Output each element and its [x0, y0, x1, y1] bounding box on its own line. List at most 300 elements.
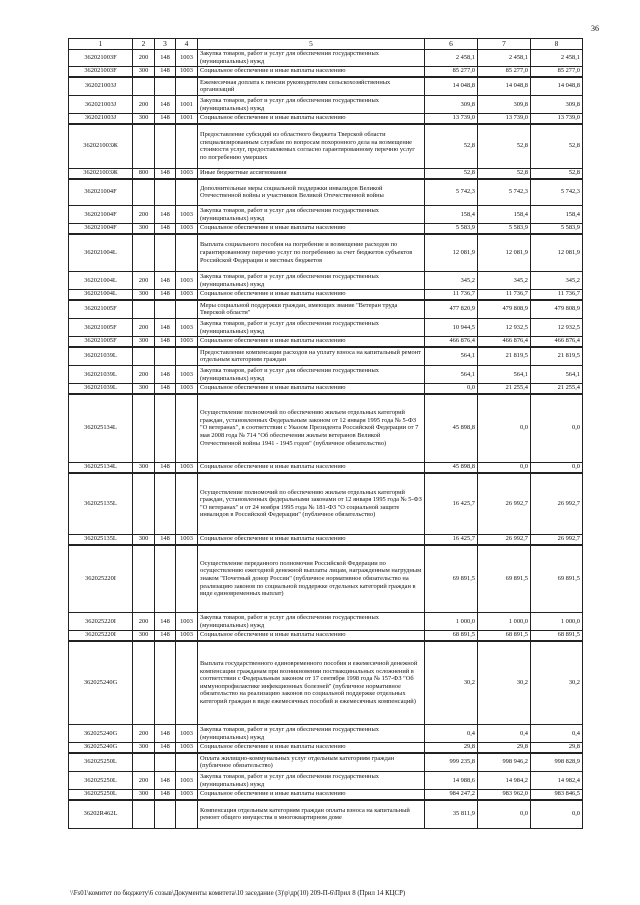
- row-code-cell: 362025250L: [69, 753, 133, 772]
- row-code-cell: 362025250L: [69, 790, 133, 800]
- row-value-col7: 26 992,7: [478, 535, 531, 545]
- row-value-col8: 30,2: [531, 641, 583, 725]
- row-value-col8: 1 000,0: [531, 613, 583, 631]
- row-subsection-cell: 148: [155, 463, 176, 473]
- row-value-col6: 45 898,8: [425, 463, 478, 473]
- row-section-cell: 300: [133, 535, 155, 545]
- row-subsection-cell: [155, 753, 176, 772]
- row-value-col7: 564,1: [478, 366, 531, 384]
- row-value-col6: 0,0: [425, 384, 478, 394]
- row-section-cell: [133, 753, 155, 772]
- row-value-col8: 14 048,8: [531, 77, 583, 96]
- table-row: [69, 114, 583, 124]
- row-type-cell: [176, 800, 198, 829]
- row-type-cell: 1003: [176, 384, 198, 394]
- table-row: [69, 179, 583, 206]
- row-code-cell: 362021004F: [69, 224, 133, 234]
- row-type-cell: 1003: [176, 772, 198, 790]
- row-value-col8: 52,8: [531, 169, 583, 179]
- row-type-cell: 1003: [176, 613, 198, 631]
- row-value-col8: 21 819,5: [531, 347, 583, 366]
- table-row: [69, 800, 583, 829]
- row-value-col6: 52,8: [425, 124, 478, 169]
- row-section-cell: [133, 347, 155, 366]
- row-value-col6: 30,2: [425, 641, 478, 725]
- table-row: [69, 206, 583, 224]
- row-value-col8: 998 828,9: [531, 753, 583, 772]
- table-row: [69, 463, 583, 473]
- row-subsection-cell: 148: [155, 535, 176, 545]
- row-value-col8: 12 932,5: [531, 319, 583, 337]
- row-section-cell: 200: [133, 613, 155, 631]
- row-value-col6: 466 876,4: [425, 337, 478, 347]
- row-subsection-cell: [155, 641, 176, 725]
- row-name-cell: Социальное обеспечение и иные выплаты населению: [198, 224, 425, 234]
- row-code-cell: 362025220I: [69, 613, 133, 631]
- row-section-cell: 300: [133, 463, 155, 473]
- row-value-col8: 85 277,0: [531, 67, 583, 77]
- table-row: [69, 234, 583, 272]
- column-header: 4: [176, 39, 198, 50]
- row-value-col8: 564,1: [531, 366, 583, 384]
- table-row: [69, 631, 583, 641]
- row-section-cell: [133, 234, 155, 272]
- row-subsection-cell: 148: [155, 613, 176, 631]
- row-type-cell: 1003: [176, 206, 198, 224]
- table-row: [69, 124, 583, 169]
- row-name-cell: Иные бюджетные ассигнования: [198, 169, 425, 179]
- row-code-cell: 362021039L: [69, 366, 133, 384]
- row-value-col7: 12 932,5: [478, 319, 531, 337]
- row-type-cell: [176, 179, 198, 206]
- row-value-col6: 999 235,8: [425, 753, 478, 772]
- row-value-col6: 158,4: [425, 206, 478, 224]
- row-type-cell: 1003: [176, 67, 198, 77]
- row-subsection-cell: 148: [155, 384, 176, 394]
- row-value-col6: 984 247,2: [425, 790, 478, 800]
- page-number: 36: [591, 24, 599, 33]
- row-type-cell: 1003: [176, 366, 198, 384]
- row-section-cell: 300: [133, 384, 155, 394]
- row-value-col6: 12 081,9: [425, 234, 478, 272]
- row-subsection-cell: 148: [155, 366, 176, 384]
- row-value-col8: 0,0: [531, 463, 583, 473]
- row-section-cell: [133, 300, 155, 319]
- row-type-cell: [176, 545, 198, 613]
- row-value-col7: 2 458,1: [478, 50, 531, 67]
- row-value-col8: 14 982,4: [531, 772, 583, 790]
- row-code-cell: 362025240G: [69, 725, 133, 743]
- row-type-cell: 1003: [176, 463, 198, 473]
- row-section-cell: 300: [133, 290, 155, 300]
- row-value-col8: 345,2: [531, 272, 583, 290]
- row-section-cell: 300: [133, 790, 155, 800]
- row-value-col7: 5 742,3: [478, 179, 531, 206]
- row-value-col6: 345,2: [425, 272, 478, 290]
- table-row: [69, 337, 583, 347]
- row-name-cell: Осуществление полномочий по обеспечению жильем отдельных категорий граждан, установленных Федеральным законом от 12 января 1995 года № 5-ФЗ "О ветеранах", в соответствии с Указом Президента Российской Федерации от 7 мая 2008 года № 714 "Об обеспечении жильем ветеранов Великой Отечественной войны 1941 - 1945 годов" (публичное обязательство): [198, 394, 425, 463]
- table-row: [69, 347, 583, 366]
- table-row: [69, 384, 583, 394]
- row-code-cell: 362025134L: [69, 394, 133, 463]
- row-type-cell: 1003: [176, 631, 198, 641]
- row-type-cell: 1003: [176, 290, 198, 300]
- row-name-cell: Социальное обеспечение и иные выплаты населению: [198, 290, 425, 300]
- row-section-cell: [133, 394, 155, 463]
- row-name-cell: Компенсация отдельным категориям граждан оплаты взноса на капитальный ремонт общего имущества в многоквартирном доме: [198, 800, 425, 829]
- row-subsection-cell: 148: [155, 96, 176, 114]
- row-code-cell: 362021004F: [69, 179, 133, 206]
- row-name-cell: Осуществление переданного полномочия Российской Федерации по осуществлению ежегодной денежной выплаты лицам, награжденным нагрудным знаком "Почетный донор России" (публичное нормативное обязательство на реализацию законов по социальной поддержке отдельных категорий граждан в виде единовременных выплат): [198, 545, 425, 613]
- table-row: [69, 743, 583, 753]
- row-name-cell: Выплата государственного единовременного пособия и ежемесячной денежной компенсации гражданам при возникновении поствакцинальных осложнений в соответствии с Федеральным законом от 17 сентября 1998 года № 157-ФЗ "Об иммунопрофилактике инфекционных болезней" (публичное нормативное обязательство на реализацию законов по социальной поддержке отдельных категорий граждан в виде ежемесячных пособий и ежемесячных компенсаций): [198, 641, 425, 725]
- table-row: [69, 319, 583, 337]
- row-name-cell: Социальное обеспечение и иные выплаты населению: [198, 67, 425, 77]
- row-value-col7: 52,8: [478, 169, 531, 179]
- row-section-cell: [133, 179, 155, 206]
- table-row: [69, 224, 583, 234]
- row-type-cell: [176, 234, 198, 272]
- row-value-col6: 10 944,5: [425, 319, 478, 337]
- row-value-col7: 0,0: [478, 463, 531, 473]
- row-value-col8: 479 808,9: [531, 300, 583, 319]
- row-value-col7: 69 891,5: [478, 545, 531, 613]
- row-code-cell: 362021005F: [69, 319, 133, 337]
- row-subsection-cell: 148: [155, 224, 176, 234]
- row-name-cell: Закупка товаров, работ и услуг для обеспечения государственных (муниципальных) нужд: [198, 50, 425, 67]
- row-code-cell: 362021003F: [69, 67, 133, 77]
- column-header: 8: [531, 39, 583, 50]
- row-value-col8: 21 255,4: [531, 384, 583, 394]
- table-row: [69, 772, 583, 790]
- row-type-cell: 1003: [176, 337, 198, 347]
- row-type-cell: [176, 394, 198, 463]
- row-value-col8: 158,4: [531, 206, 583, 224]
- table-row: [69, 77, 583, 96]
- row-type-cell: [176, 641, 198, 725]
- row-value-col6: 477 820,9: [425, 300, 478, 319]
- row-value-col8: 309,8: [531, 96, 583, 114]
- row-value-col7: 26 992,7: [478, 473, 531, 535]
- row-subsection-cell: 148: [155, 272, 176, 290]
- column-header: 7: [478, 39, 531, 50]
- row-value-col6: 5 583,9: [425, 224, 478, 234]
- row-value-col8: 11 736,7: [531, 290, 583, 300]
- row-value-col7: 158,4: [478, 206, 531, 224]
- column-header: 3: [155, 39, 176, 50]
- row-type-cell: 1003: [176, 790, 198, 800]
- row-value-col7: 0,4: [478, 725, 531, 743]
- row-value-col6: 69 891,5: [425, 545, 478, 613]
- row-value-col6: 14 988,6: [425, 772, 478, 790]
- row-value-col7: 5 583,9: [478, 224, 531, 234]
- row-section-cell: [133, 641, 155, 725]
- row-value-col6: 1 000,0: [425, 613, 478, 631]
- row-code-cell: 362021003J: [69, 77, 133, 96]
- row-code-cell: 362025220I: [69, 631, 133, 641]
- row-subsection-cell: [155, 77, 176, 96]
- row-type-cell: [176, 124, 198, 169]
- row-section-cell: 300: [133, 224, 155, 234]
- row-name-cell: Предоставление компенсации расходов на уплату взноса на капитальный ремонт отдельным категориям граждан: [198, 347, 425, 366]
- row-value-col7: 85 277,0: [478, 67, 531, 77]
- row-value-col7: 1 000,0: [478, 613, 531, 631]
- row-value-col8: 983 846,5: [531, 790, 583, 800]
- row-value-col6: 45 898,8: [425, 394, 478, 463]
- row-value-col8: 68 891,5: [531, 631, 583, 641]
- row-section-cell: 300: [133, 67, 155, 77]
- row-value-col8: 52,8: [531, 124, 583, 169]
- row-value-col6: 16 425,7: [425, 473, 478, 535]
- row-name-cell: Социальное обеспечение и иные выплаты населению: [198, 337, 425, 347]
- row-subsection-cell: [155, 124, 176, 169]
- row-section-cell: 200: [133, 272, 155, 290]
- row-value-col8: 2 458,1: [531, 50, 583, 67]
- row-section-cell: [133, 800, 155, 829]
- row-subsection-cell: [155, 545, 176, 613]
- row-code-cell: 362025240G: [69, 743, 133, 753]
- row-value-col7: 11 736,7: [478, 290, 531, 300]
- row-code-cell: 362021004F: [69, 206, 133, 224]
- row-subsection-cell: 148: [155, 743, 176, 753]
- row-code-cell: 362021004L: [69, 234, 133, 272]
- row-name-cell: Закупка товаров, работ и услуг для обеспечения государственных (муниципальных) нужд: [198, 613, 425, 631]
- row-section-cell: 200: [133, 725, 155, 743]
- table-row: [69, 613, 583, 631]
- row-value-col7: 21 819,5: [478, 347, 531, 366]
- row-value-col7: 14 048,8: [478, 77, 531, 96]
- row-value-col8: 13 739,0: [531, 114, 583, 124]
- table-row: [69, 96, 583, 114]
- row-code-cell: 362025134L: [69, 463, 133, 473]
- row-value-col6: 35 811,9: [425, 800, 478, 829]
- row-value-col6: 13 739,0: [425, 114, 478, 124]
- row-value-col8: 29,8: [531, 743, 583, 753]
- row-value-col6: 564,1: [425, 347, 478, 366]
- table-row: [69, 473, 583, 535]
- row-section-cell: 200: [133, 206, 155, 224]
- row-value-col7: 0,0: [478, 394, 531, 463]
- row-section-cell: 200: [133, 366, 155, 384]
- row-section-cell: [133, 473, 155, 535]
- row-section-cell: 300: [133, 114, 155, 124]
- row-type-cell: 1003: [176, 50, 198, 67]
- row-name-cell: Социальное обеспечение и иные выплаты населению: [198, 743, 425, 753]
- row-subsection-cell: 148: [155, 67, 176, 77]
- row-subsection-cell: 148: [155, 631, 176, 641]
- row-subsection-cell: [155, 800, 176, 829]
- row-type-cell: [176, 753, 198, 772]
- row-type-cell: [176, 347, 198, 366]
- row-section-cell: 200: [133, 319, 155, 337]
- row-value-col7: 14 984,2: [478, 772, 531, 790]
- column-header: 6: [425, 39, 478, 50]
- row-type-cell: 1003: [176, 319, 198, 337]
- row-type-cell: 1003: [176, 169, 198, 179]
- row-section-cell: 200: [133, 50, 155, 67]
- row-value-col7: 479 808,9: [478, 300, 531, 319]
- table-row: [69, 790, 583, 800]
- table-row: [69, 50, 583, 67]
- row-value-col7: 466 876,4: [478, 337, 531, 347]
- row-value-col7: 68 891,5: [478, 631, 531, 641]
- row-section-cell: 300: [133, 337, 155, 347]
- row-value-col8: 5 583,9: [531, 224, 583, 234]
- row-type-cell: 1003: [176, 743, 198, 753]
- row-value-col7: 998 946,2: [478, 753, 531, 772]
- table-row: [69, 545, 583, 613]
- column-header: 1: [69, 39, 133, 50]
- row-name-cell: Социальное обеспечение и иные выплаты населению: [198, 384, 425, 394]
- table-row: [69, 753, 583, 772]
- row-section-cell: [133, 77, 155, 96]
- row-code-cell: 362025250L: [69, 772, 133, 790]
- row-subsection-cell: 148: [155, 290, 176, 300]
- row-name-cell: Социальное обеспечение и иные выплаты населению: [198, 535, 425, 545]
- row-subsection-cell: 148: [155, 725, 176, 743]
- row-code-cell: 362021004L: [69, 290, 133, 300]
- row-type-cell: 1003: [176, 224, 198, 234]
- table-row: [69, 272, 583, 290]
- row-code-cell: 362021005F: [69, 300, 133, 319]
- table-row: [69, 169, 583, 179]
- row-code-cell: 362021003J: [69, 96, 133, 114]
- row-type-cell: 1001: [176, 96, 198, 114]
- row-code-cell: 362025135L: [69, 535, 133, 545]
- row-value-col7: 52,8: [478, 124, 531, 169]
- row-value-col8: 5 742,3: [531, 179, 583, 206]
- row-name-cell: Закупка товаров, работ и услуг для обеспечения государственных (муниципальных) нужд: [198, 96, 425, 114]
- row-type-cell: [176, 77, 198, 96]
- row-value-col6: 85 277,0: [425, 67, 478, 77]
- row-subsection-cell: 148: [155, 169, 176, 179]
- row-value-col7: 21 255,4: [478, 384, 531, 394]
- row-value-col6: 564,1: [425, 366, 478, 384]
- row-code-cell: 362021039L: [69, 384, 133, 394]
- row-code-cell: 362021005F: [69, 337, 133, 347]
- table-row: [69, 366, 583, 384]
- row-code-cell: 362025220I: [69, 545, 133, 613]
- row-code-cell: 362025135L: [69, 473, 133, 535]
- table-row: [69, 290, 583, 300]
- row-name-cell: Социальное обеспечение и иные выплаты населению: [198, 790, 425, 800]
- row-value-col7: 13 739,0: [478, 114, 531, 124]
- row-section-cell: [133, 124, 155, 169]
- table-row: [69, 535, 583, 545]
- row-code-cell: 362025240G: [69, 641, 133, 725]
- row-type-cell: [176, 300, 198, 319]
- row-value-col6: 52,8: [425, 169, 478, 179]
- row-value-col7: 309,8: [478, 96, 531, 114]
- row-subsection-cell: [155, 179, 176, 206]
- table-row: [69, 725, 583, 743]
- row-name-cell: Социальное обеспечение и иные выплаты населению: [198, 114, 425, 124]
- row-section-cell: 300: [133, 743, 155, 753]
- row-code-cell: 362021039L: [69, 347, 133, 366]
- row-code-cell: 36202R462L: [69, 800, 133, 829]
- row-value-col6: 11 736,7: [425, 290, 478, 300]
- row-value-col6: 16 425,7: [425, 535, 478, 545]
- row-subsection-cell: 148: [155, 337, 176, 347]
- row-subsection-cell: 148: [155, 319, 176, 337]
- budget-table: [68, 38, 583, 829]
- row-value-col8: 26 992,7: [531, 473, 583, 535]
- table-row: [69, 300, 583, 319]
- row-code-cell: 362021003Ж: [69, 124, 133, 169]
- row-subsection-cell: 148: [155, 50, 176, 67]
- row-code-cell: 362021003J: [69, 114, 133, 124]
- table-row: [69, 394, 583, 463]
- row-type-cell: [176, 473, 198, 535]
- column-header-row: [69, 39, 583, 50]
- row-value-col6: 0,4: [425, 725, 478, 743]
- row-name-cell: Предоставление субсидий из областного бюджета Тверской области специализированным службам по вопросам похоронного дела на возмещение стоимости услуг, предоставляемых согласно гарантированному перечню услуг по погребению умерших: [198, 124, 425, 169]
- row-value-col6: 309,8: [425, 96, 478, 114]
- row-value-col7: 983 962,0: [478, 790, 531, 800]
- row-value-col6: 5 742,3: [425, 179, 478, 206]
- row-subsection-cell: 148: [155, 772, 176, 790]
- row-name-cell: Закупка товаров, работ и услуг для обеспечения государственных (муниципальных) нужд: [198, 272, 425, 290]
- row-value-col6: 68 891,5: [425, 631, 478, 641]
- row-value-col6: 29,8: [425, 743, 478, 753]
- column-header: 2: [133, 39, 155, 50]
- row-value-col8: 12 081,9: [531, 234, 583, 272]
- row-subsection-cell: 148: [155, 114, 176, 124]
- row-name-cell: Выплата социального пособия на погребение и возмещение расходов по гарантированному перечню услуг по погребению за счет бюджетов субъектов Российской Федерации и местных бюджетов: [198, 234, 425, 272]
- row-value-col6: 2 458,1: [425, 50, 478, 67]
- row-section-cell: 200: [133, 772, 155, 790]
- row-value-col7: 0,0: [478, 800, 531, 829]
- row-value-col7: 345,2: [478, 272, 531, 290]
- row-subsection-cell: 148: [155, 206, 176, 224]
- row-subsection-cell: [155, 394, 176, 463]
- row-type-cell: 1003: [176, 272, 198, 290]
- row-value-col7: 30,2: [478, 641, 531, 725]
- file-path-footer: \\Fs01\комитет по бюджету\6 созыв\Документы комитета\10 заседание (3)\р\др(10) 209-П-6\Прил 8 (Прил 14 КЦСР): [70, 890, 406, 897]
- row-name-cell: Дополнительные меры социальной поддержки инвалидов Великой Отечественной войны и участников Великой Отечественной войны: [198, 179, 425, 206]
- row-code-cell: 362021003F: [69, 50, 133, 67]
- row-value-col8: 466 876,4: [531, 337, 583, 347]
- row-name-cell: Закупка товаров, работ и услуг для обеспечения государственных (муниципальных) нужд: [198, 366, 425, 384]
- row-value-col8: 69 891,5: [531, 545, 583, 613]
- row-name-cell: Закупка товаров, работ и услуг для обеспечения государственных (муниципальных) нужд: [198, 772, 425, 790]
- row-name-cell: Социальное обеспечение и иные выплаты населению: [198, 631, 425, 641]
- row-section-cell: 200: [133, 96, 155, 114]
- row-subsection-cell: [155, 234, 176, 272]
- row-subsection-cell: 148: [155, 790, 176, 800]
- row-subsection-cell: [155, 300, 176, 319]
- row-value-col8: 0,0: [531, 394, 583, 463]
- row-subsection-cell: [155, 347, 176, 366]
- row-value-col8: 26 992,7: [531, 535, 583, 545]
- table-row: [69, 641, 583, 725]
- row-name-cell: Закупка товаров, работ и услуг для обеспечения государственных (муниципальных) нужд: [198, 319, 425, 337]
- row-type-cell: 1003: [176, 535, 198, 545]
- column-header: 5: [198, 39, 425, 50]
- row-name-cell: Ежемесячная доплата к пенсии руководителям сельскохозяйственных организаций: [198, 77, 425, 96]
- row-value-col7: 29,8: [478, 743, 531, 753]
- row-value-col6: 14 048,8: [425, 77, 478, 96]
- row-code-cell: 362021003Ж: [69, 169, 133, 179]
- row-name-cell: Меры социальной поддержки граждан, имеющих звание "Ветеран труда Тверской области": [198, 300, 425, 319]
- row-code-cell: 362021004L: [69, 272, 133, 290]
- row-section-cell: 300: [133, 631, 155, 641]
- row-type-cell: 1003: [176, 725, 198, 743]
- row-type-cell: 1001: [176, 114, 198, 124]
- row-subsection-cell: [155, 473, 176, 535]
- table-row: [69, 67, 583, 77]
- row-name-cell: Оплата жилищно-коммунальных услуг отдельным категориям граждан (публичное обязательство): [198, 753, 425, 772]
